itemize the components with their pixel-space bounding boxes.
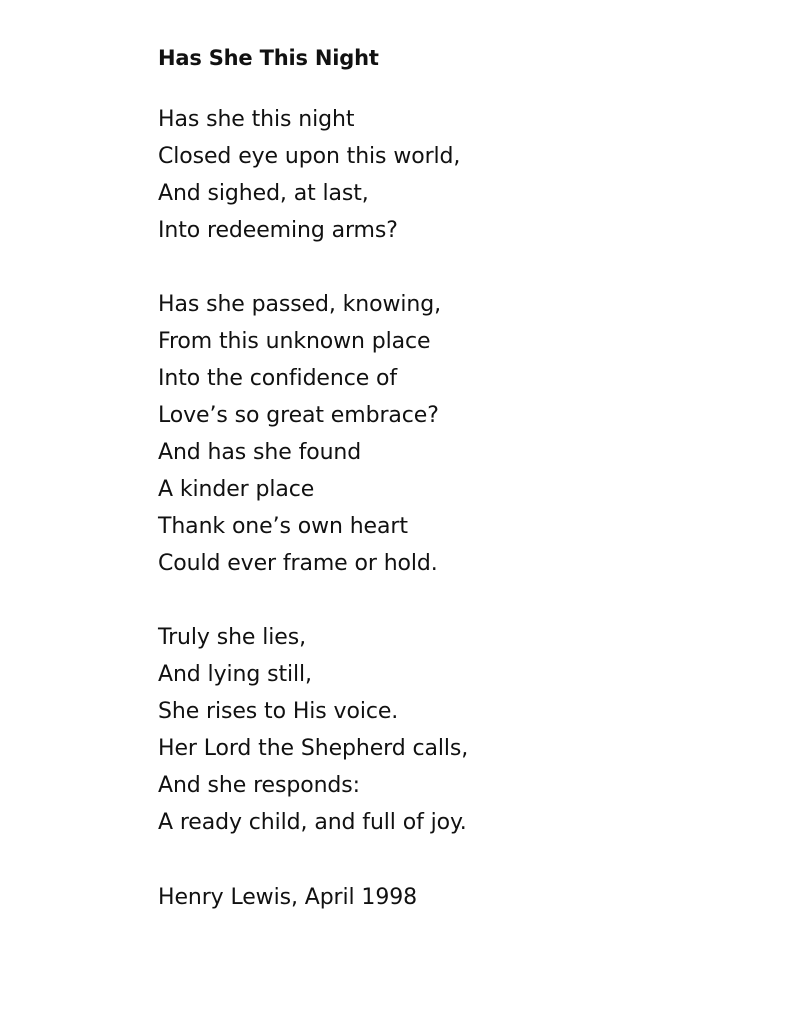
poem-line: Closed eye upon this world, <box>158 144 461 169</box>
poem-line: Into redeeming arms? <box>158 218 398 243</box>
poem-line: Thank one’s own heart <box>158 514 408 539</box>
stanza <box>158 286 468 582</box>
poem-line: And lying still, <box>158 662 312 687</box>
poem-line: And sighed, at last, <box>158 181 369 206</box>
poem-line: Could ever frame or hold. <box>158 551 438 576</box>
poem-title: Has She This Night <box>158 46 379 70</box>
poem-line: A ready child, and full of joy. <box>158 810 467 835</box>
poem-line: She rises to His voice. <box>158 699 399 724</box>
poem-line: Has she passed, knowing, <box>158 292 442 317</box>
poem-line: From this unknown place <box>158 329 431 354</box>
poem-line: Her Lord the Shepherd calls, <box>158 736 469 761</box>
poem-line: And has she found <box>158 440 362 465</box>
poem-line: Truly she lies, <box>158 625 306 650</box>
stanza <box>158 101 468 249</box>
author-signature: Henry Lewis, April 1998 <box>158 885 418 910</box>
poem-line: And she responds: <box>158 773 360 798</box>
poem-line: A kinder place <box>158 477 315 502</box>
poem-body <box>158 101 468 878</box>
poem-line: Love’s so great embrace? <box>158 403 439 428</box>
poem-line: Has she this night <box>158 107 355 132</box>
stanza <box>158 619 468 841</box>
poem-line: Into the confidence of <box>158 366 398 391</box>
